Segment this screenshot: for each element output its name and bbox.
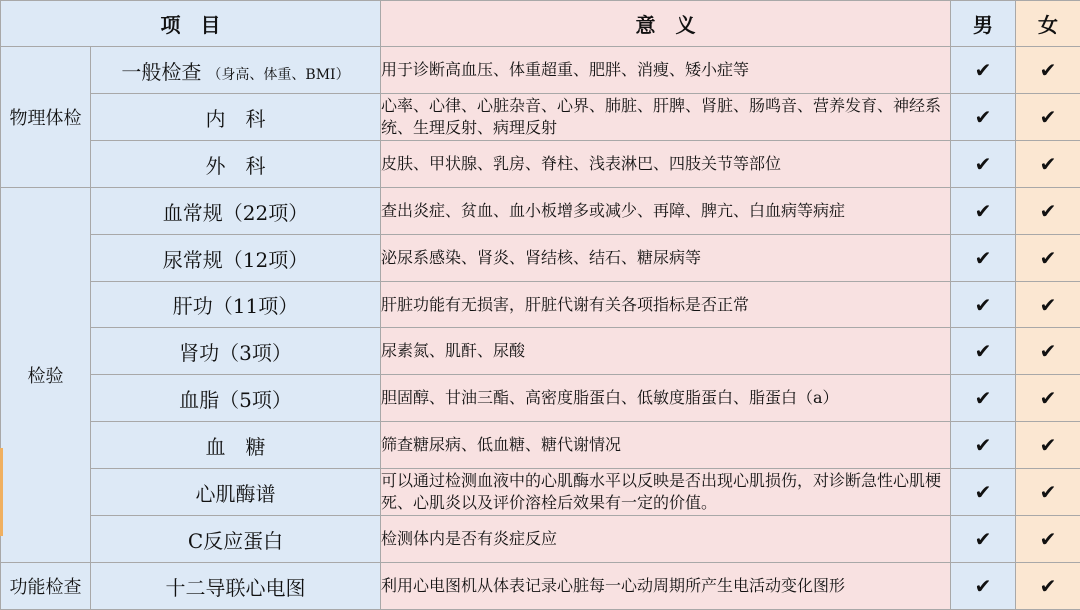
category-physical: 物理体检: [1, 47, 91, 188]
table-row: [1, 94, 1080, 141]
female-check-icon: ✔: [1016, 422, 1080, 469]
table-row: [1, 282, 1080, 328]
item-cell: 血 糖: [91, 422, 381, 469]
male-check-icon: ✔: [951, 94, 1016, 141]
female-check-icon: ✔: [1016, 47, 1080, 94]
female-check-icon: ✔: [1016, 328, 1080, 375]
male-check-icon: ✔: [951, 469, 1016, 516]
header-female: 女: [1016, 1, 1080, 47]
item-cell: 肝功（11项）: [91, 282, 381, 328]
item-cell: 血常规（22项）: [91, 188, 381, 235]
table-row: [1, 328, 1080, 375]
female-check-icon: ✔: [1016, 282, 1080, 328]
meaning-cell: 筛查糖尿病、低血糖、糖代谢情况: [381, 422, 951, 469]
female-check-icon: ✔: [1016, 469, 1080, 516]
female-check-icon: ✔: [1016, 141, 1080, 188]
male-check-icon: ✔: [951, 375, 1016, 422]
male-check-icon: ✔: [951, 422, 1016, 469]
male-check-icon: ✔: [951, 141, 1016, 188]
meaning-cell: 利用心电图机从体表记录心脏每一心动周期所产生电活动变化图形: [381, 563, 951, 610]
table-row: [1, 469, 1080, 516]
male-check-icon: ✔: [951, 235, 1016, 282]
male-check-icon: ✔: [951, 516, 1016, 563]
table-header-row: [1, 1, 1080, 47]
table-row: [1, 235, 1080, 282]
meaning-cell: 可以通过检测血液中的心肌酶水平以反映是否出现心肌损伤，对诊断急性心肌梗死、心肌炎以及评价溶栓后效果有一定的价值。: [381, 469, 951, 516]
header-male: 男: [951, 1, 1016, 47]
item-cell: 外 科: [91, 141, 381, 188]
meaning-cell: 尿素氮、肌酐、尿酸: [381, 328, 951, 375]
male-check-icon: ✔: [951, 282, 1016, 328]
header-meaning: 意 义: [381, 1, 951, 47]
male-check-icon: ✔: [951, 328, 1016, 375]
table-row: [1, 375, 1080, 422]
item-cell: 尿常规（12项）: [91, 235, 381, 282]
female-check-icon: ✔: [1016, 563, 1080, 610]
meaning-cell: 检测体内是否有炎症反应: [381, 516, 951, 563]
item-cell: 十二导联心电图: [91, 563, 381, 610]
item-cell: C反应蛋白: [91, 516, 381, 563]
table-row: [1, 563, 1080, 610]
meaning-cell: 查出炎症、贫血、血小板增多或减少、再障、脾亢、白血病等病症: [381, 188, 951, 235]
meaning-cell: 胆固醇、甘油三酯、高密度脂蛋白、低敏度脂蛋白、脂蛋白（a）: [381, 375, 951, 422]
table-row: [1, 47, 1080, 94]
table-row: [1, 141, 1080, 188]
category-lab: 检验: [1, 188, 91, 563]
table-row: [1, 188, 1080, 235]
category-function: 功能检查: [1, 563, 91, 610]
meaning-cell: 心率、心律、心脏杂音、心界、肺脏、肝脾、肾脏、肠鸣音、营养发育、神经系统、生理反射、病理反射: [381, 94, 951, 141]
female-check-icon: ✔: [1016, 188, 1080, 235]
header-item: 项 目: [1, 1, 381, 47]
item-cell: 一般检查 （身高、体重、BMI）: [91, 47, 381, 94]
meaning-cell: 用于诊断高血压、体重超重、肥胖、消瘦、矮小症等: [381, 47, 951, 94]
meaning-cell: 肝脏功能有无损害，肝脏代谢有关各项指标是否正常: [381, 282, 951, 328]
female-check-icon: ✔: [1016, 516, 1080, 563]
male-check-icon: ✔: [951, 188, 1016, 235]
item-cell: 心肌酶谱: [91, 469, 381, 516]
meaning-cell: 皮肤、甲状腺、乳房、脊柱、浅表淋巴、四肢关节等部位: [381, 141, 951, 188]
item-cell: 内 科: [91, 94, 381, 141]
table-row: [1, 516, 1080, 563]
left-accent-bar: [0, 448, 3, 536]
table-row: [1, 422, 1080, 469]
male-check-icon: ✔: [951, 47, 1016, 94]
male-check-icon: ✔: [951, 563, 1016, 610]
item-cell: 肾功（3项）: [91, 328, 381, 375]
meaning-cell: 泌尿系感染、肾炎、肾结核、结石、糖尿病等: [381, 235, 951, 282]
item-cell: 血脂（5项）: [91, 375, 381, 422]
female-check-icon: ✔: [1016, 375, 1080, 422]
female-check-icon: ✔: [1016, 94, 1080, 141]
female-check-icon: ✔: [1016, 235, 1080, 282]
